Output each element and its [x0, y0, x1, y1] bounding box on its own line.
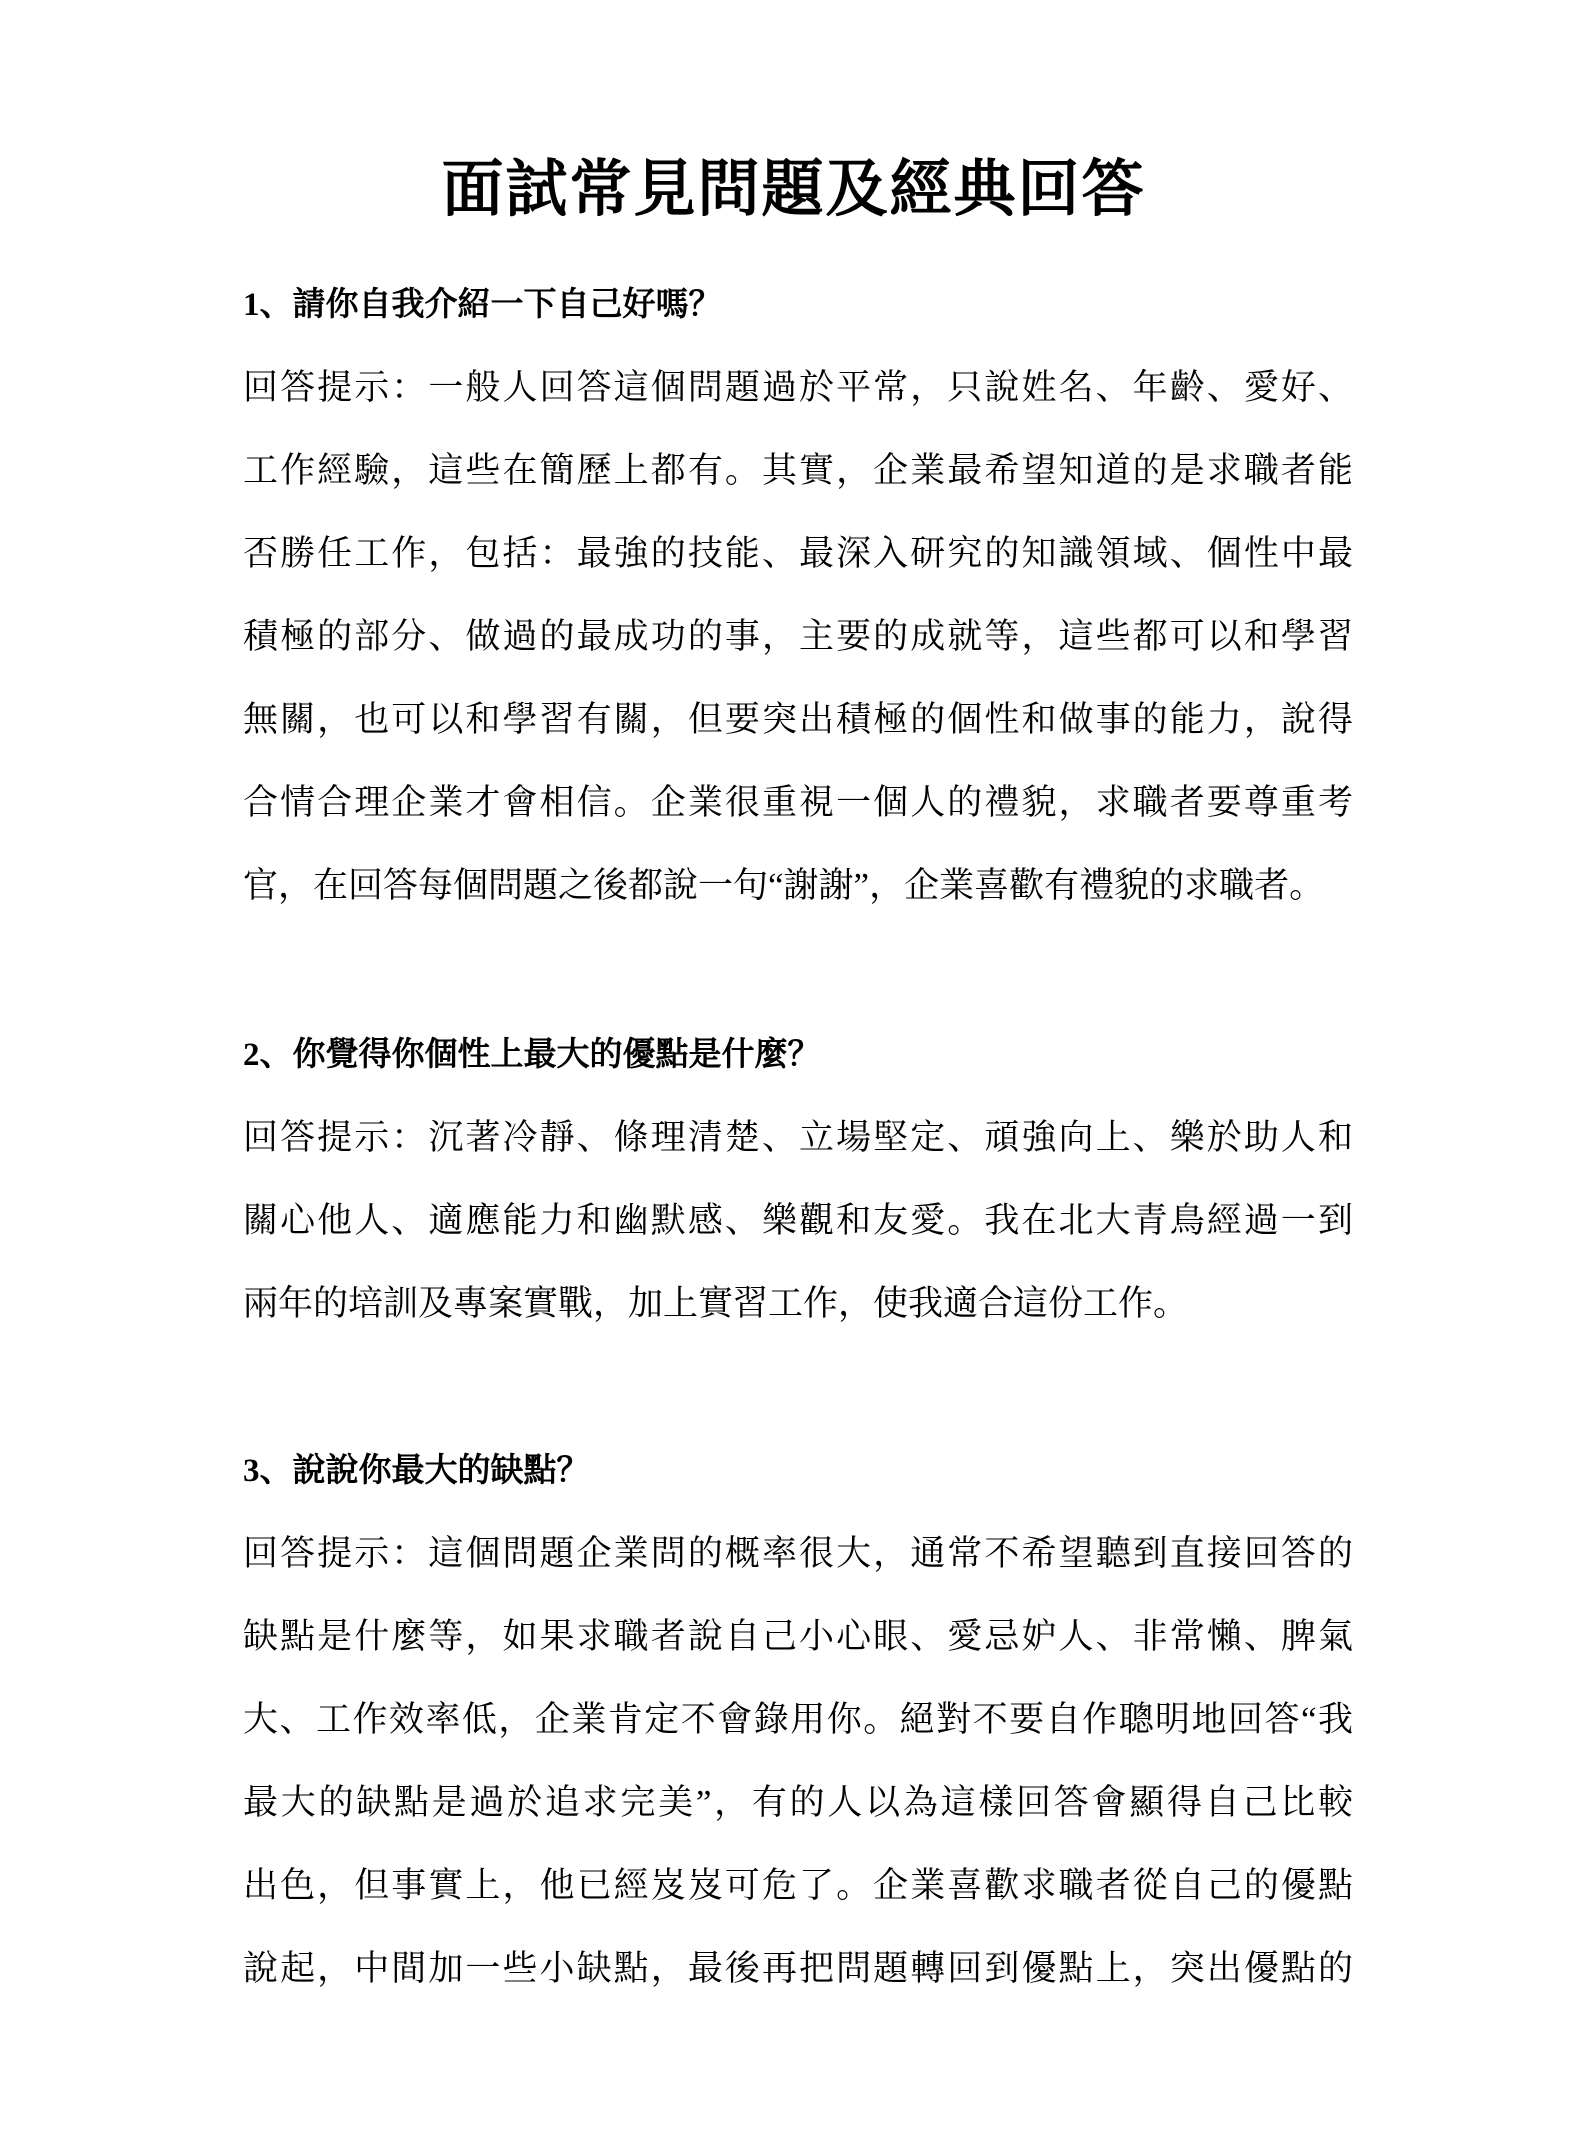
- qa-section-3: [243, 1446, 1353, 1994]
- answer-line: 回答提示：一般人回答這個問題過於平常，只說姓名、年齡、愛好、: [243, 368, 1353, 407]
- question-heading: 2、你覺得你個性上最大的優點是什麼？: [243, 1037, 821, 1073]
- answer-line: 缺點是什麼等，如果求職者說自己小心眼、愛忌妒人、非常懶、脾氣: [243, 1617, 1353, 1656]
- answer-line: 無關，也可以和學習有關，但要突出積極的個性和做事的能力，說得: [243, 700, 1353, 739]
- document-title: 面試常見問題及經典回答: [441, 156, 1146, 224]
- answer-line: 最大的缺點是過於追求完美”，有的人以為這樣回答會顯得自己比較: [243, 1783, 1353, 1822]
- answer-line: 合情合理企業才會相信。企業很重視一個人的禮貌，求職者要尊重考: [243, 783, 1353, 822]
- answer-line: 說起，中間加一些小缺點，最後再把問題轉回到優點上，突出優點的: [243, 1949, 1353, 1988]
- answer-line: 回答提示：這個問題企業問的概率很大，通常不希望聽到直接回答的: [243, 1534, 1353, 1573]
- answer-line: 否勝任工作，包括：最強的技能、最深入研究的知識領域、個性中最: [243, 534, 1353, 573]
- qa-section-2: [243, 1030, 1353, 1329]
- question-heading: 1、請你自我介紹一下自己好嗎？: [243, 287, 722, 323]
- answer-line: 兩年的培訓及專案實戰，加上實習工作，使我適合這份工作。: [243, 1284, 1189, 1323]
- answer-line: 回答提示：沉著冷靜、條理清楚、立場堅定、頑強向上、樂於助人和: [243, 1118, 1353, 1157]
- answer-line: 工作經驗，這些在簡歷上都有。其實，企業最希望知道的是求職者能: [243, 451, 1353, 490]
- qa-section-1: [243, 280, 1353, 911]
- answer-line: 大、工作效率低，企業肯定不會錄用你。絕對不要自作聰明地回答“我: [243, 1700, 1353, 1739]
- answer-line: 關心他人、適應能力和幽默感、樂觀和友愛。我在北大青鳥經過一到: [243, 1201, 1353, 1240]
- answer-line: 官，在回答每個問題之後都說一句“謝謝”，企業喜歡有禮貌的求職者。: [243, 866, 1325, 905]
- answer-line: 出色，但事實上，他已經岌岌可危了。企業喜歡求職者從自己的優點: [243, 1866, 1353, 1905]
- answer-line: 積極的部分、做過的最成功的事，主要的成就等，這些都可以和學習: [243, 617, 1353, 656]
- question-heading: 3、說說你最大的缺點？: [243, 1453, 590, 1489]
